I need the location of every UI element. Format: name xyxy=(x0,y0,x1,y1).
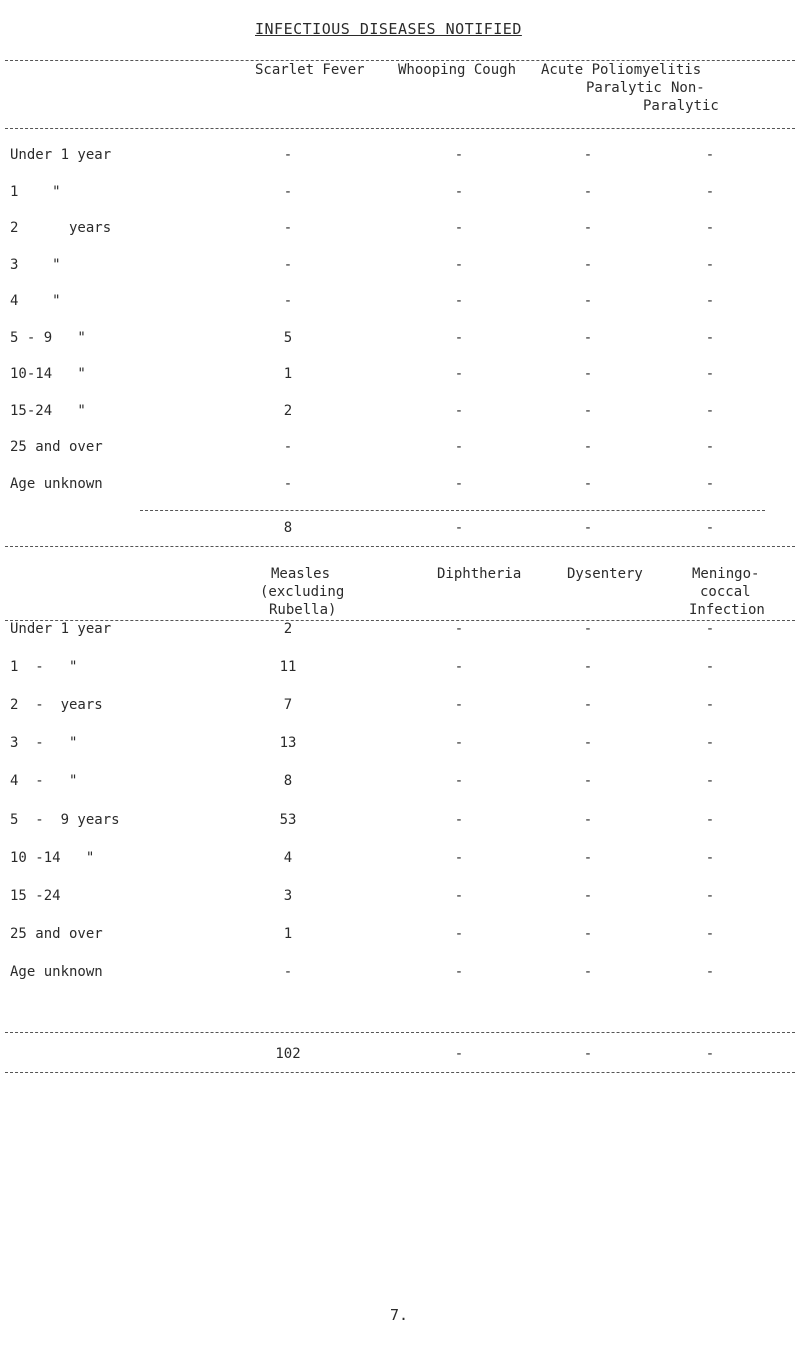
row-label: 4 " xyxy=(10,293,61,309)
table-cell: - xyxy=(454,659,464,676)
table-cell: 13 xyxy=(279,735,297,752)
table-cell: - xyxy=(705,220,715,236)
top-rule xyxy=(5,60,795,61)
row-label: 3 " xyxy=(10,256,61,273)
row-label: 1 " xyxy=(10,183,61,200)
row-label: Age unknown xyxy=(10,475,103,492)
table-cell: - xyxy=(283,293,293,309)
table-cell: - xyxy=(583,621,593,637)
table-cell: - xyxy=(583,329,593,346)
bottom-rule xyxy=(5,1072,795,1073)
table-cell: - xyxy=(583,811,593,828)
table-cell: - xyxy=(583,183,593,200)
row-label: 2 years xyxy=(10,220,112,236)
table-cell: - xyxy=(583,366,593,382)
table-cell: 11 xyxy=(279,659,297,676)
table-cell: - xyxy=(283,256,293,273)
table-cell: - xyxy=(454,329,464,346)
row-label: 3 - " xyxy=(10,735,78,752)
table-cell: 53 xyxy=(279,811,297,828)
total-rule xyxy=(140,510,765,511)
header-rule-2 xyxy=(5,620,795,621)
table-cell: 8 xyxy=(283,773,293,790)
table-cell: - xyxy=(705,659,715,676)
total-cell: - xyxy=(705,520,715,536)
col-header-acute-poliomyelitis: Acute Poliomyelitis xyxy=(541,62,702,78)
table-cell: - xyxy=(583,439,593,455)
table-cell: - xyxy=(705,293,715,309)
table-cell: - xyxy=(705,963,715,980)
table-cell: - xyxy=(454,220,464,236)
table-cell: - xyxy=(454,735,464,752)
col-header-diphtheria: Diphtheria xyxy=(437,566,522,582)
table-cell: 2 xyxy=(283,621,293,637)
row-label: 5 - 9 years xyxy=(10,811,120,828)
table-cell: - xyxy=(583,659,593,676)
row-label: 5 - 9 " xyxy=(10,329,86,346)
table-cell: - xyxy=(583,887,593,904)
page-number: 7. xyxy=(390,1306,409,1324)
table-cell: - xyxy=(583,925,593,942)
table-cell: - xyxy=(454,621,464,637)
table-cell: - xyxy=(454,849,464,866)
table-cell: - xyxy=(454,773,464,790)
table-cell: 1 xyxy=(283,925,293,942)
table-cell: - xyxy=(454,811,464,828)
table-cell: - xyxy=(454,366,464,382)
table-cell: - xyxy=(705,329,715,346)
table-cell: - xyxy=(454,963,464,980)
header-rule xyxy=(5,128,795,129)
row-label: 2 - years xyxy=(10,697,103,714)
table-cell: - xyxy=(583,402,593,419)
col-header-measles-1: Measles xyxy=(271,566,331,582)
total-cell: - xyxy=(454,1046,464,1062)
table-cell: - xyxy=(283,183,293,200)
row-label: Under 1 year xyxy=(10,621,112,637)
table-cell: - xyxy=(454,697,464,714)
table-cell: - xyxy=(454,402,464,419)
col-header-meningococcal-1: Meningo- xyxy=(692,566,760,582)
table-cell: - xyxy=(705,925,715,942)
table-cell: - xyxy=(583,256,593,273)
table-cell: - xyxy=(705,735,715,752)
table-cell: - xyxy=(705,402,715,419)
total-cell: 102 xyxy=(275,1046,301,1062)
total-cell: 8 xyxy=(283,520,293,536)
table-cell: - xyxy=(583,773,593,790)
table-cell: - xyxy=(705,849,715,866)
table-cell: - xyxy=(454,887,464,904)
row-label: 10-14 " xyxy=(10,366,86,382)
table-cell: - xyxy=(454,475,464,492)
table-cell: - xyxy=(283,963,293,980)
col-header-meningococcal-2: coccal xyxy=(700,584,751,600)
table-cell: - xyxy=(705,147,715,163)
col-header-meningococcal-3: Infection xyxy=(689,602,765,618)
table-cell: - xyxy=(583,735,593,752)
table-cell: - xyxy=(705,475,715,492)
table-cell: - xyxy=(705,887,715,904)
table-cell: - xyxy=(705,183,715,200)
table-cell: - xyxy=(583,697,593,714)
col-header-whooping-cough: Whooping Cough xyxy=(398,62,517,78)
table-cell: 5 xyxy=(283,329,293,346)
col-header-dysentery: Dysentery xyxy=(567,566,643,582)
total-cell: - xyxy=(705,1046,715,1062)
table-cell: - xyxy=(454,256,464,273)
table-cell: - xyxy=(705,366,715,382)
table-cell: - xyxy=(705,697,715,714)
row-label: 1 - " xyxy=(10,659,78,676)
total-cell: - xyxy=(454,520,464,536)
section-rule xyxy=(5,546,795,547)
table-cell: - xyxy=(705,256,715,273)
total-cell: - xyxy=(583,1046,593,1062)
table-cell: - xyxy=(454,293,464,309)
page-title: INFECTIOUS DISEASES NOTIFIED xyxy=(255,20,522,38)
table-cell: - xyxy=(583,849,593,866)
col-header-non-paralytic-1: Non- xyxy=(671,80,705,96)
col-header-scarlet-fever: Scarlet Fever xyxy=(255,62,365,78)
row-label: 25 and over xyxy=(10,439,103,455)
row-label: 15-24 " xyxy=(10,402,86,419)
table-cell: - xyxy=(283,475,293,492)
table-cell: 1 xyxy=(283,366,293,382)
col-header-measles-2: (excluding xyxy=(260,584,345,600)
table-cell: - xyxy=(454,439,464,455)
row-label: 10 -14 " xyxy=(10,849,95,866)
table-cell: - xyxy=(583,963,593,980)
col-header-paralytic: Paralytic xyxy=(586,80,662,96)
table-cell: - xyxy=(705,621,715,637)
table-cell: - xyxy=(454,147,464,163)
table-cell: 2 xyxy=(283,402,293,419)
total-rule-2 xyxy=(5,1032,795,1033)
table-cell: - xyxy=(283,220,293,236)
table-cell: - xyxy=(583,293,593,309)
table-cell: - xyxy=(283,439,293,455)
row-label: 4 - " xyxy=(10,773,78,790)
table-cell: - xyxy=(583,475,593,492)
table-cell: 7 xyxy=(283,697,293,714)
row-label: 15 -24 xyxy=(10,887,61,904)
table-cell: 3 xyxy=(283,887,293,904)
row-label: Under 1 year xyxy=(10,147,112,163)
table-cell: - xyxy=(705,439,715,455)
row-label: 25 and over xyxy=(10,925,103,942)
col-header-measles-3: Rubella) xyxy=(269,602,337,618)
table-cell: - xyxy=(454,925,464,942)
table-cell: - xyxy=(583,220,593,236)
table-cell: - xyxy=(705,773,715,790)
col-header-non-paralytic-2: Paralytic xyxy=(643,98,719,114)
table-cell: 4 xyxy=(283,849,293,866)
row-label: Age unknown xyxy=(10,963,103,980)
total-cell: - xyxy=(583,520,593,536)
table-cell: - xyxy=(705,811,715,828)
table-cell: - xyxy=(583,147,593,163)
table-cell: - xyxy=(283,147,293,163)
table-cell: - xyxy=(454,183,464,200)
